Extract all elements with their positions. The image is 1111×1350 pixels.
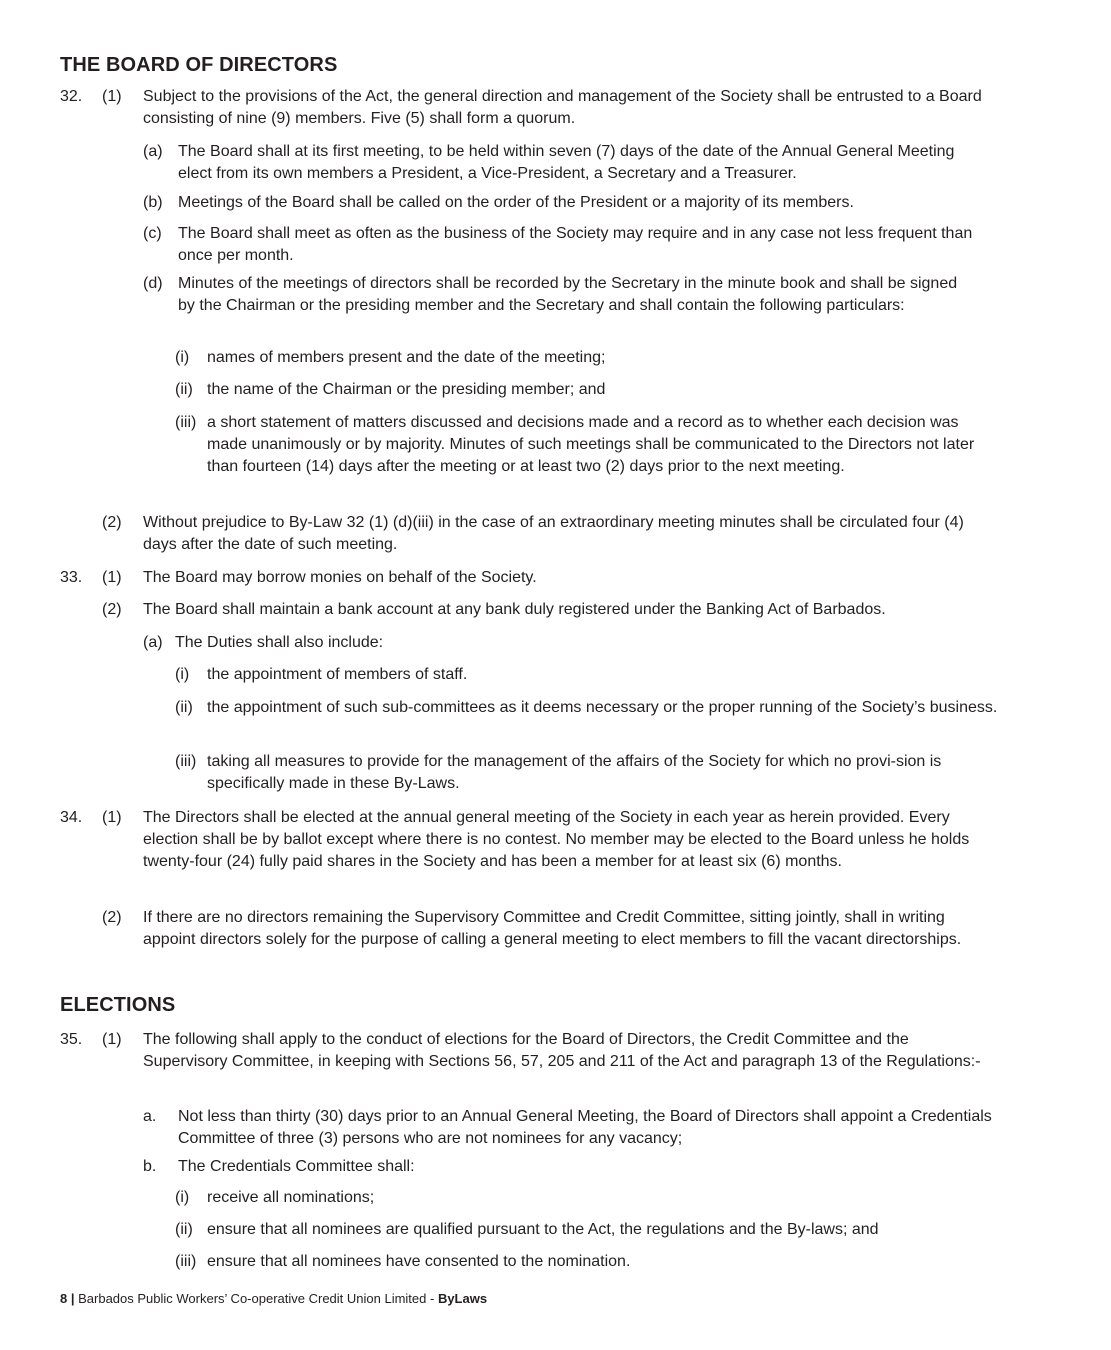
clause-label: (2) — [102, 514, 122, 531]
clause-text: the name of the Chairman or the presiding member; and — [207, 381, 606, 398]
clause-label: (a) — [143, 143, 163, 160]
section-heading-board: THE BOARD OF DIRECTORS — [60, 54, 338, 76]
clause-number: 33. — [60, 569, 83, 586]
clause-text: The Board shall maintain a bank account at any bank duly registered under the Banking Act of Barbados. — [143, 601, 886, 618]
clause-text: names of members present and the date of the meeting; — [207, 349, 606, 366]
clause-text: ensure that all nominees are qualified pursuant to the Act, the regulations and the By-laws; and — [207, 1221, 879, 1238]
clause-text: a short statement of matters discussed and decisions made and a record as to whether each decision was made unanimously or by majority. Minutes of such meetings shall be communicated to the Directors not later than fourteen (14) days after the meeting or at least two (2) days prior to the next meeting. — [207, 414, 975, 475]
clause-text: If there are no directors remaining the Supervisory Committee and Credit Committee, sitting jointly, shall in writing appoint directors solely for the purpose of calling a general meeting to elect members to fill the vacant directorships. — [143, 909, 962, 948]
clause-label: (1) — [102, 569, 122, 586]
clause-text: the appointment of such sub-committees as it deems necessary or the proper running of the Society’s business. — [207, 699, 998, 716]
clause-label: (c) — [143, 225, 162, 242]
clause-label: a. — [143, 1108, 157, 1125]
clause-label: (1) — [102, 809, 122, 826]
footer-doc-name: ByLaws — [437, 1291, 488, 1306]
clause-label: (i) — [175, 666, 190, 683]
clause-label: (ii) — [175, 1221, 193, 1238]
clause-number: 32. — [60, 88, 83, 105]
clause-label: (2) — [102, 601, 122, 618]
clause-text: Subject to the provisions of the Act, the general direction and management of the Society shall be entrusted to a Board consisting of nine (9) members. Five (5) shall form a quorum. — [143, 88, 982, 127]
clause-label: (d) — [143, 275, 163, 292]
clause-label: (1) — [102, 88, 122, 105]
clause-label: (a) — [143, 634, 163, 651]
clause-text: The Board shall meet as often as the business of the Society may require and in any case not less frequent than once per month. — [178, 225, 973, 264]
clause-label: (i) — [175, 349, 190, 366]
clause-label: (iii) — [175, 753, 197, 770]
clause-number: 34. — [60, 809, 83, 826]
clause-text: Minutes of the meetings of directors shall be recorded by the Secretary in the minute book and shall be signed by the Chairman or the presiding member and the Secretary and shall contain the following particulars: — [178, 275, 958, 314]
clause-text: The Duties shall also include: — [175, 634, 384, 651]
clause-text: The Credentials Committee shall: — [178, 1158, 415, 1175]
clause-label: (ii) — [175, 699, 193, 716]
clause-label: (1) — [102, 1031, 122, 1048]
clause-text: ensure that all nominees have consented to the nomination. — [207, 1253, 631, 1270]
clause-text: the appointment of members of staff. — [207, 666, 468, 683]
footer-title: Barbados Public Workers’ Co-operative Credit Union Limited - — [78, 1291, 438, 1306]
clause-label: (iii) — [175, 1253, 197, 1270]
clause-text: Not less than thirty (30) days prior to an Annual General Meeting, the Board of Directors shall appoint a Credentials Committee of three (3) persons who are not nominees for any vacancy; — [178, 1108, 992, 1147]
clause-label: (b) — [143, 194, 163, 211]
clause-text: taking all measures to provide for the management of the affairs of the Society for which no provi-sion is specifically made in these By-Laws. — [207, 753, 942, 792]
clause-text: The Board shall at its first meeting, to be held within seven (7) days of the date of the Annual General Meeting elect from its own members a President, a Vice-President, a Secretary and a Treasurer. — [178, 143, 955, 182]
clause-number: 35. — [60, 1031, 83, 1048]
page-number: 8 | — [60, 1291, 75, 1306]
page-footer — [60, 1290, 487, 1308]
clause-label: (2) — [102, 909, 122, 926]
clause-label: b. — [143, 1158, 157, 1175]
clause-label: (ii) — [175, 381, 193, 398]
section-heading-elections: ELECTIONS — [60, 994, 176, 1016]
clause-text: Without prejudice to By-Law 32 (1) (d)(iii) in the case of an extraordinary meeting minutes shall be circulated four (4) days after the date of such meeting. — [143, 514, 964, 553]
clause-text: Meetings of the Board shall be called on the order of the President or a majority of its members. — [178, 194, 854, 211]
clause-label: (i) — [175, 1189, 190, 1206]
clause-text: The following shall apply to the conduct of elections for the Board of Directors, the Credit Committee and the Supervisory Committee, in keeping with Sections 56, 57, 205 and 211 of the Act and paragraph 13 of the Regulations:- — [143, 1031, 981, 1070]
clause-text: The Board may borrow monies on behalf of the Society. — [143, 569, 537, 586]
clause-label: (iii) — [175, 414, 197, 431]
clause-text: The Directors shall be elected at the annual general meeting of the Society in each year as herein provided. Every election shall be by ballot except where there is no contest. No member may be elected to the Board unless he holds twenty-four (24) fully paid shares in the Society and has been a member for at least six (6) months. — [143, 809, 970, 870]
clause-text: receive all nominations; — [207, 1189, 375, 1206]
